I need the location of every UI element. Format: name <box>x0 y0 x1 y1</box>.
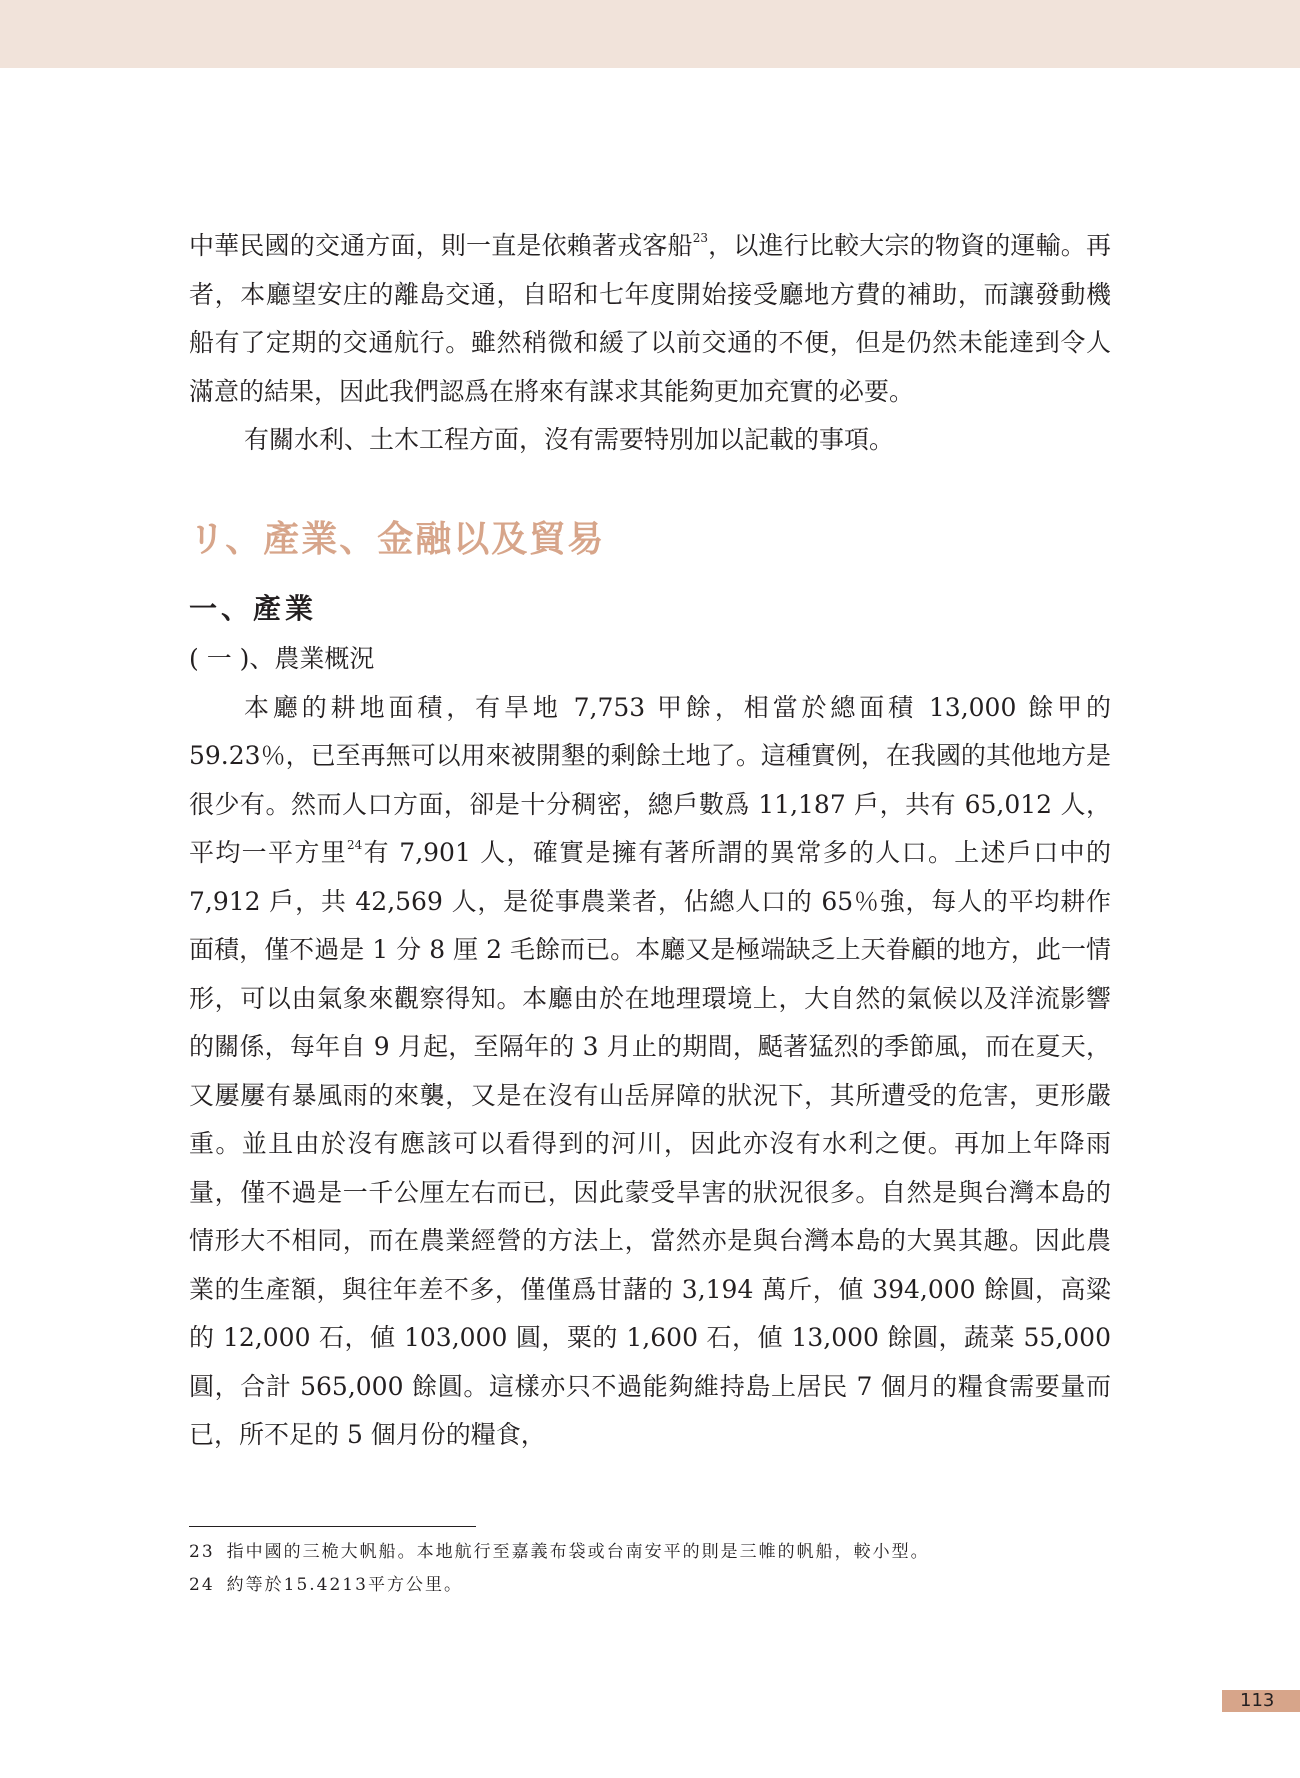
footnote-ref-24: 24 <box>347 838 363 852</box>
footnote-23 <box>189 1536 1111 1569</box>
paragraph-text: 本廳的耕地面積，有旱地 7,753 甲餘，相當於總面積 13,000 餘甲的 59.23％，已至再無可以用來被開墾的剩餘土地了。這種實例，在我國的其他地方是很少有。然而人口方面，卻是十分稠密，總戶數爲 11,187 戶，共有 65,012 人，平均一平方里 <box>189 692 1111 867</box>
transport-paragraph <box>189 222 1111 416</box>
subsection-title: 一、產業 <box>189 591 318 625</box>
subsubsection-title: ( 一 )、農業概況 <box>189 643 375 673</box>
footnote-24 <box>189 1569 1111 1602</box>
paragraph-text: 有 7,901 人，確實是擁有著所謂的異常多的人口。上述戶口中的 7,912 戶，共 42,569 人，是從事農業者，佔總人口的 65％強，每人的平均耕作面積，僅不過是 1 分 8 厘 2 毛餘而已。本廳又是極端缺乏上天眷顧的地方，此一情形，可以由氣象來觀察得知。本廳由於在地理環境上，大自然的氣候以及洋流影響的關係，每年自 9 月起，至隔年的 3 月止的期間，颳著猛烈的季節風，而在夏天，又屢屢有暴風雨的來襲，又是在沒有山岳屏障的狀況下，其所遭受的危害，更形嚴重。並且由於沒有應該可以看得到的河川，因此亦沒有水利之便。再加上年降雨量，僅不過是一千公厘左右而已，因此蒙受旱害的狀況很多。自然是與台灣本島的情形大不相同，而在農業經營的方法上，當然亦是與台灣本島的大異其趣。因此農業的生產額，與往年差不多，僅僅爲甘藷的 3,194 萬斤，値 394,000 餘圓，高粱的 12,000 石，値 103,000 圓，粟的 1,600 石，値 13,000 餘圓，蔬菜 55,000 圓，合計 565,000 餘圓。這樣亦只不過能夠維持島上居民 7 個月的糧食需要量而已，所不足的 5 個月份的糧食， <box>189 838 1111 1449</box>
page-number: 113 <box>1222 1690 1300 1712</box>
page-content <box>189 222 1111 1460</box>
footnote-divider <box>189 1526 476 1527</box>
footnotes <box>189 1536 1111 1602</box>
paragraph-text: 中華民國的交通方面，則一直是依賴著戎客船 <box>189 231 693 260</box>
agriculture-paragraph <box>189 684 1111 1460</box>
paragraph-text: ，以進行比較大宗的物資的運輸。再者，本廳望安庄的離島交通，自昭和七年度開始接受廳地方費的補助，而讓發動機船有了定期的交通航行。雖然稍微和緩了以前交通的不便，但是仍然未能達到令人滿意的結果，因此我們認爲在將來有謀求其能夠更加充實的必要。 <box>189 231 1111 406</box>
footnote-text: 約等於15.4213平方公里。 <box>226 1575 463 1595</box>
top-decorative-band <box>0 0 1300 68</box>
water-works-paragraph: 有關水利、土木工程方面，沒有需要特別加以記載的事項。 <box>244 425 895 454</box>
footnote-text: 指中國的三桅大帆船。本地航行至嘉義布袋或台南安平的則是三帷的帆船，較小型。 <box>226 1542 930 1562</box>
footnote-ref-23: 23 <box>692 231 708 245</box>
footnote-number: 24 <box>189 1575 215 1595</box>
section-title: リ、產業、金融以及貿易 <box>189 518 606 560</box>
footnote-number: 23 <box>189 1542 215 1562</box>
